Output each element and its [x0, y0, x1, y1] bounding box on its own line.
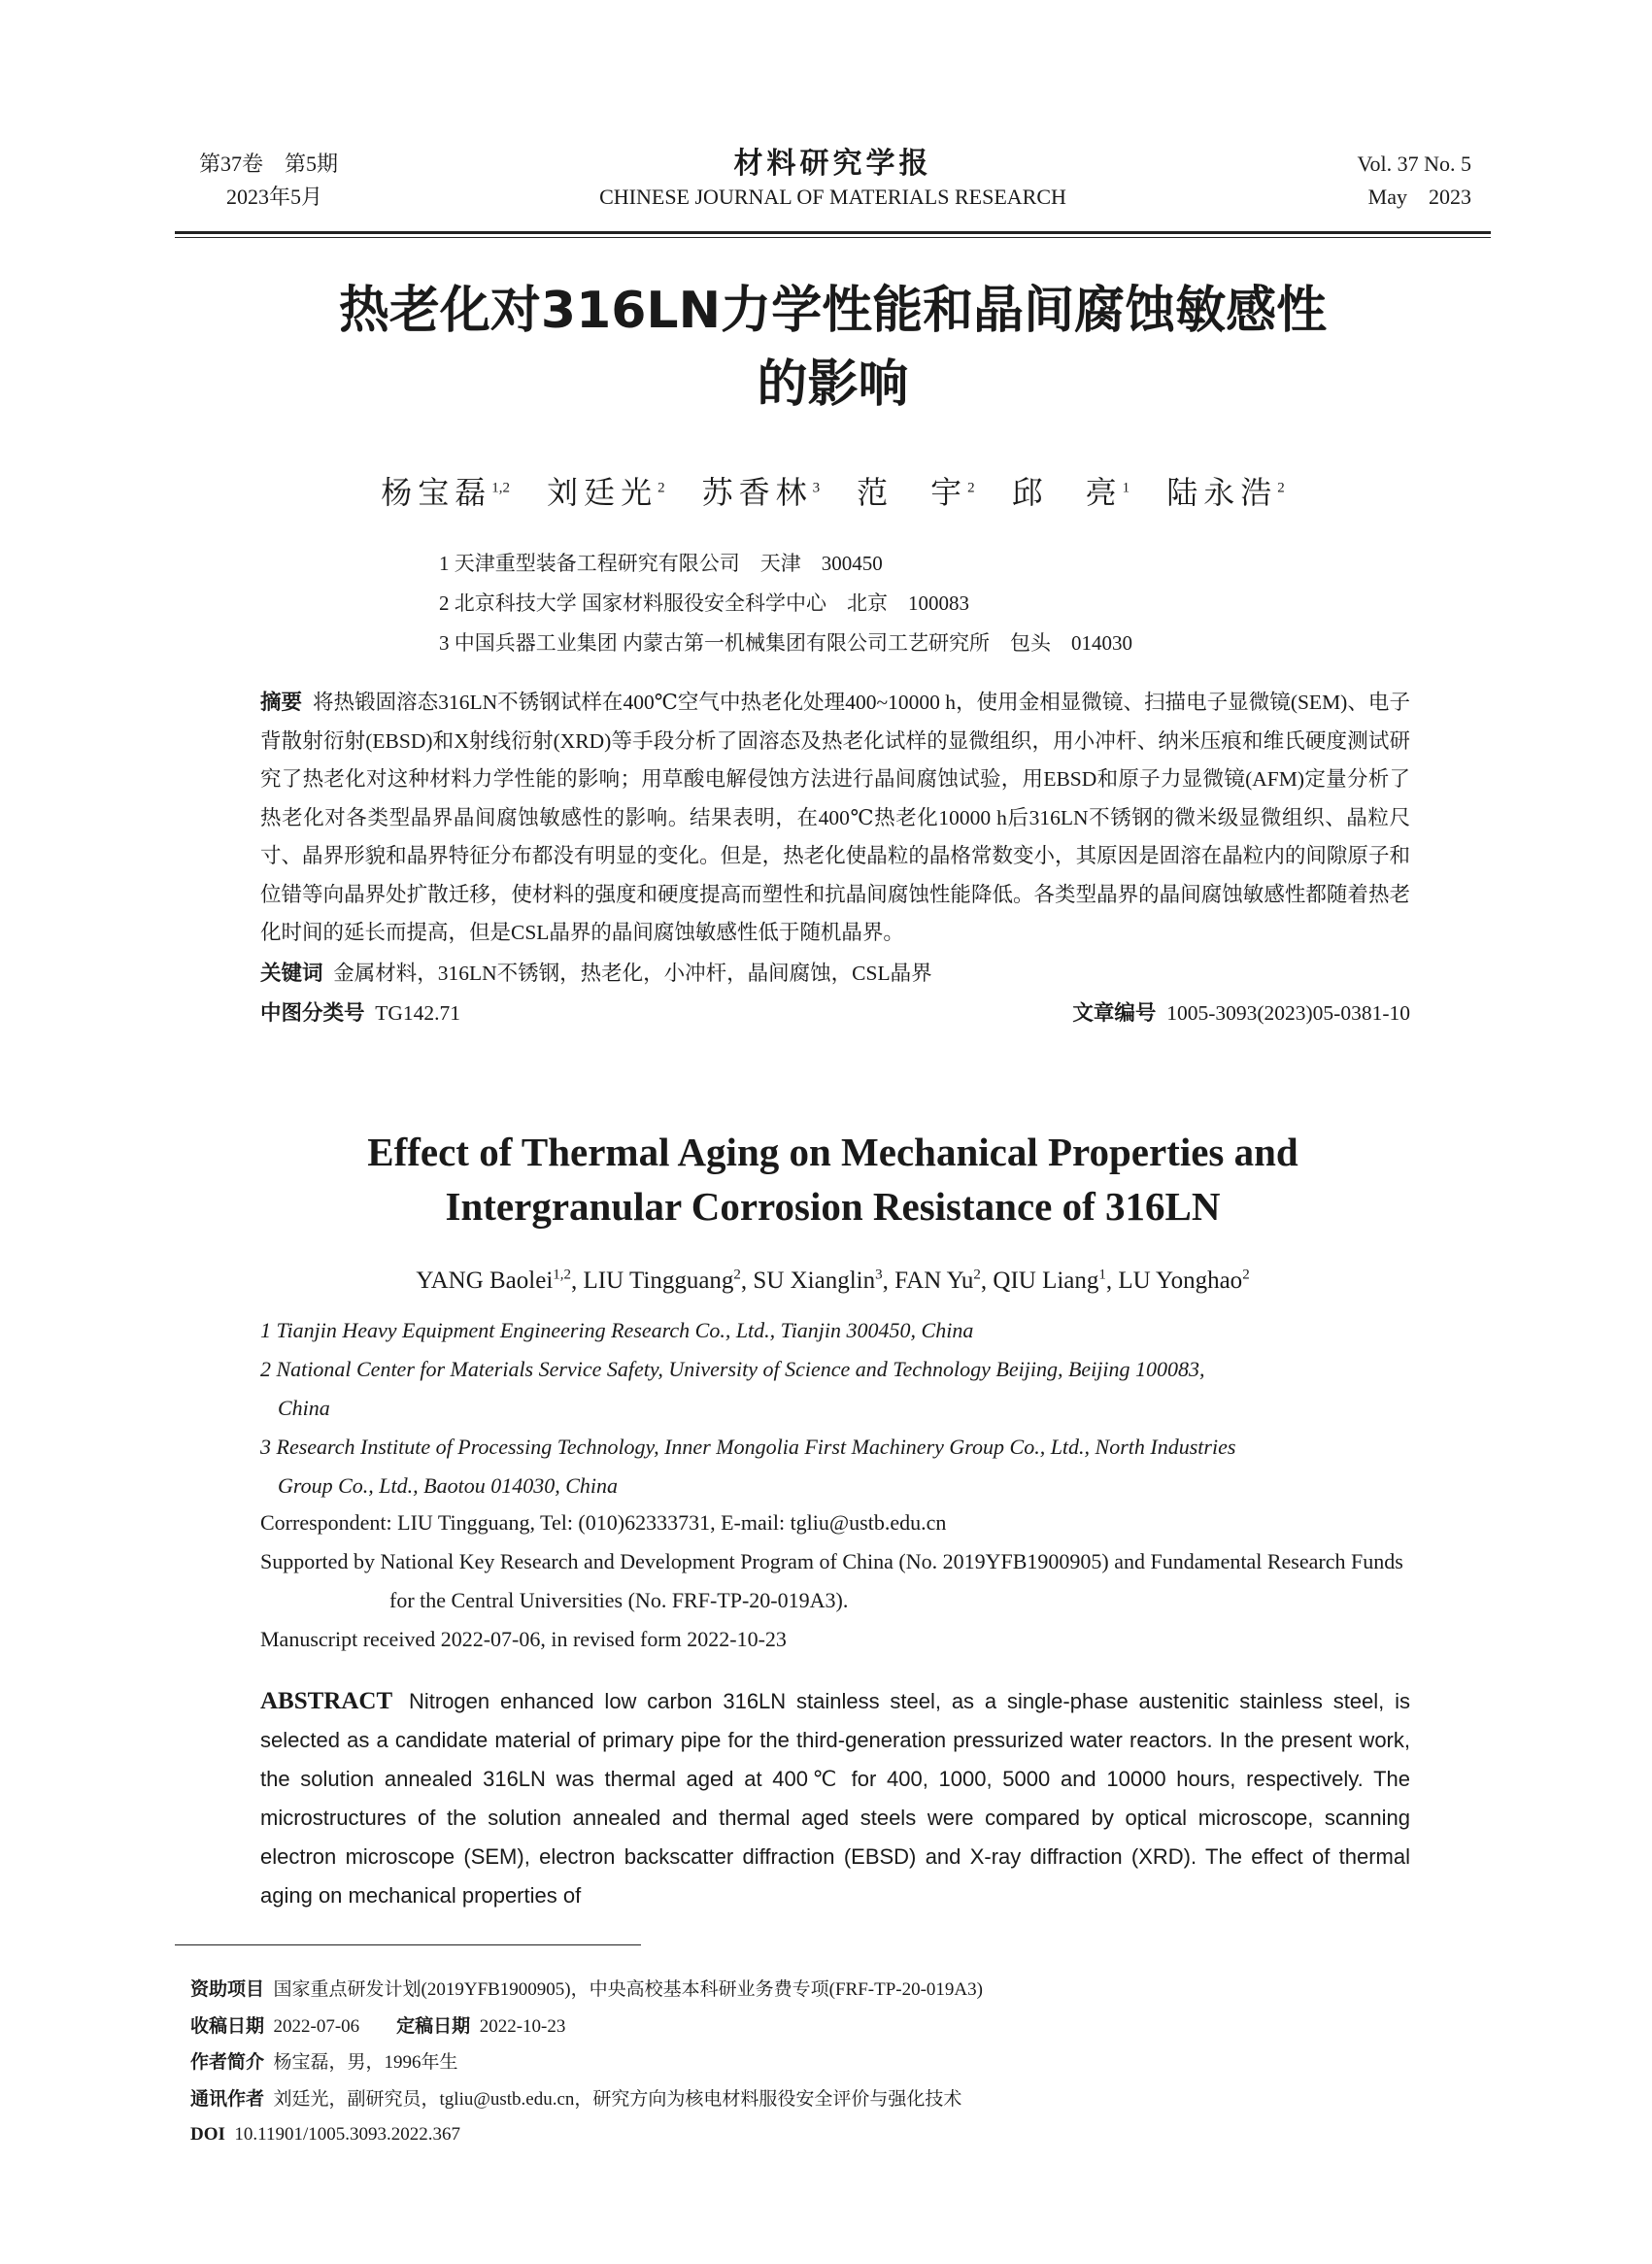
affiliation-en: 3 Research Institute of Processing Technology, Inner Mongolia First Machinery Group Co., Ltd., North Industries — [260, 1435, 1236, 1459]
affiliation-en: 1 Tianjin Heavy Equipment Engineering Research Co., Ltd., Tianjin 300450, China — [260, 1318, 974, 1342]
affiliation-en: 2 National Center for Materials Service Safety, University of Science and Technology Beijing, Beijing 100083, — [260, 1357, 1205, 1381]
footnote-label: 作者简介 — [190, 2051, 265, 2073]
affiliation: 1 天津重型装备工程研究有限公司 天津 300450 — [439, 552, 883, 575]
abstract-cn — [260, 684, 1410, 1033]
author — [416, 1267, 571, 1294]
keywords-label: 关键词 — [260, 961, 323, 986]
footnote-text: 2022-07-06 — [273, 2015, 360, 2037]
author-name: LU Yonghao — [1118, 1267, 1243, 1295]
footnote-text: 10.11901/1005.3093.2022.367 — [234, 2124, 460, 2145]
header-rule — [175, 231, 1491, 234]
footnote-author — [190, 2044, 983, 2081]
abstract-en — [260, 1682, 1410, 1915]
author-name: 邱 亮 — [1011, 475, 1123, 510]
journal-name-en: CHINESE JOURNAL OF MATERIALS RESEARCH — [599, 185, 1066, 209]
abstract-text: 将热锻固溶态316LN不锈钢试样在400℃空气中热老化处理400~10000 h，使用金相显微镜、扫描电子显微镜(SEM)、电子背散射衍射(EBSD)和X射线衍射(XRD)等手段分析了固溶态及热老化试样的显微组织，用小冲杆、纳米压痕和维氏硬度测试研究了热老化对这种材料力学性能的影响；用草酸电解侵蚀方法进行晶间腐蚀试验，用EBSD和原子力显微镜(AFM)定量分析了热老化对各类型晶界晶间腐蚀敏感性的影响。结果表明，在400℃热老化10000 h后316LN不锈钢的微米级显微组织、晶粒尺寸、晶界形貌和晶界特征分布都没有明显的变化。但是，热老化使晶粒的晶格常数变小，其原因是固溶在晶粒内的间隙原子和位错等向晶界处扩散迁移，使材料的强度和硬度提高而塑性和抗晶间腐蚀性能降低。各类型晶界的晶间腐蚀敏感性都随着热老化时间的延长而提高，但是CSL晶界的晶间腐蚀敏感性低于随机晶界。 — [260, 691, 1410, 944]
title-en-line: Intergranular Corrosion Resistance of 316LN — [445, 1184, 1221, 1229]
footnote-text: 刘廷光，副研究员，tgliu@ustb.edu.cn，研究方向为核电材料服役安全评价与强化技术 — [273, 2088, 962, 2110]
footnote-corresponding — [190, 2081, 983, 2118]
clc-number: TG142.71 — [375, 1001, 461, 1025]
author-name: 杨宝磊 — [381, 475, 492, 510]
clc-label: 中图分类号 — [260, 1001, 365, 1026]
title-en-line: Effect of Thermal Aging on Mechanical Properties and — [367, 1130, 1298, 1174]
date-en: May 2023 — [1367, 185, 1471, 209]
authors-cn — [175, 468, 1491, 513]
title-cn-line: 的影响 — [757, 355, 909, 414]
article-number: 1005-3093(2023)05-0381-10 — [1166, 1001, 1410, 1025]
author-affiliation-mark: 2 — [733, 1267, 741, 1283]
abstract-label: 摘要 — [260, 691, 303, 715]
volume-issue-en: Vol. 37 No. 5 — [1357, 152, 1471, 176]
author — [857, 475, 975, 510]
journal-masthead — [175, 146, 1491, 212]
issue-info-en — [1357, 148, 1471, 214]
author-affiliation-mark: 2 — [967, 480, 975, 496]
funding-statement: Supported by National Key Research and Development Program of China (No. 2019YFB1900905) and Fundamental Research Funds for the Central Universities (No. FRF-TP-20-019A3). — [260, 1549, 1403, 1612]
article-number-label: 文章编号 — [1072, 1001, 1157, 1026]
affiliations-en — [260, 1311, 1410, 1505]
footnote-doi — [190, 2117, 983, 2153]
author-affiliation-mark: 2 — [657, 480, 665, 496]
journal-name-cn: 材料研究学报 — [733, 147, 932, 181]
title-cn-line: 热老化对316LN力学性能和晶间腐蚀敏感性 — [338, 282, 1328, 340]
footnote-text: 杨宝磊，男，1996年生 — [273, 2052, 458, 2073]
author-name: 苏香林 — [701, 475, 813, 510]
abstract-en-label: ABSTRACT — [260, 1688, 393, 1714]
author-affiliation-mark: 1,2 — [553, 1267, 572, 1283]
author — [702, 475, 821, 510]
author — [993, 1267, 1106, 1294]
footnote-label: DOI — [190, 2124, 225, 2145]
footnote-label: 定稿日期 — [396, 2014, 471, 2037]
footnote-label: 资助项目 — [190, 1978, 265, 2000]
header-rule-thin — [175, 237, 1491, 238]
footnote-funding — [190, 1972, 983, 2009]
authors-en: YANG Baolei$^{1,2}$, LIU Tingguang$^2$, SU Xianglin$^3$, FAN Yu$^2$, QIU Liang$^1$, LU Yonghao$^2$ — [416, 1267, 1250, 1295]
affiliation-en-cont: China — [278, 1396, 330, 1420]
author-name: QIU Liang — [993, 1267, 1099, 1295]
author-affiliation-mark: 2 — [973, 1267, 981, 1283]
affiliation: 3 中国兵器工业集团 内蒙古第一机械集团有限公司工艺研究所 包头 014030 — [439, 631, 1132, 655]
author-name: SU Xianglin — [753, 1267, 876, 1295]
footnote-text: 2022-10-23 — [479, 2015, 566, 2037]
author-affiliation-mark: 1,2 — [491, 480, 511, 496]
author — [894, 1267, 981, 1294]
author-affiliation-mark: 3 — [812, 480, 821, 496]
author-name: FAN Yu — [894, 1267, 974, 1295]
author — [1012, 475, 1130, 510]
author-affiliation-mark: 1 — [1122, 480, 1130, 496]
manuscript-dates: Manuscript received 2022-07-06, in revised form 2022-10-23 — [260, 1627, 787, 1651]
author-affiliation-mark: 2 — [1242, 1267, 1250, 1283]
author — [584, 1267, 741, 1294]
author — [753, 1267, 882, 1294]
author-name: LIU Tingguang — [583, 1267, 734, 1295]
footnote-rule — [175, 1944, 641, 1945]
footnote-text: 国家重点研发计划(2019YFB1900905)，中央高校基本科研业务费专项(FRF-TP-20-019A3) — [273, 1979, 983, 2000]
author-name: 陆永浩 — [1166, 475, 1278, 510]
correspondent: Correspondent: LIU Tingguang, Tel: (010)62333731, E-mail: tgliu@ustb.edu.cn — [260, 1510, 947, 1535]
volume-issue-cn: 第37卷 第5期 — [199, 152, 339, 176]
author — [547, 475, 665, 510]
date-cn: 2023年5月 — [226, 185, 323, 209]
author — [381, 475, 510, 510]
page-title-cn — [175, 274, 1491, 422]
author — [1118, 1267, 1249, 1294]
author-affiliation-mark: 2 — [1277, 480, 1285, 496]
keywords: 金属材料，316LN不锈钢，热老化，小冲杆，晶间腐蚀，CSL晶界 — [333, 961, 932, 985]
footnote-label: 收稿日期 — [190, 2014, 265, 2037]
author-name: 刘廷光 — [547, 475, 658, 510]
author — [1166, 475, 1285, 510]
affiliation: 2 北京科技大学 国家材料服役安全科学中心 北京 100083 — [439, 591, 969, 615]
author-name: 范 宇 — [857, 475, 968, 510]
author-affiliation-mark: 1 — [1098, 1267, 1106, 1283]
abstract-en-text: Nitrogen enhanced low carbon 316LN stainless steel, as a single-phase austenitic stainless steel, is selected as a candidate material of primary pipe for the third-generation pressurized water reactors. In the present work, the solution annealed 316LN was thermal aged at 400℃ for 400, 1000, 5000 and 10000 hours, respectively. The microstructures of the solution annealed and thermal aged steels were compared by optical microscope, scanning electron microscope (SEM), electron backscatter diffraction (EBSD) and X-ray diffraction (XRD). The effect of thermal aging on mechanical properties of — [260, 1689, 1410, 1908]
affiliation-en-cont: Group Co., Ltd., Baotou 014030, China — [278, 1473, 618, 1498]
footnotes — [190, 1972, 983, 2153]
author-affiliation-mark: 3 — [875, 1267, 883, 1283]
author-name: YANG Baolei — [416, 1267, 554, 1295]
affiliations-cn — [439, 544, 1132, 663]
footnote-label: 通讯作者 — [190, 2087, 265, 2110]
page-title-en — [175, 1125, 1491, 1233]
article-meta-en — [260, 1504, 1410, 1659]
footnote-dates — [190, 2009, 983, 2045]
